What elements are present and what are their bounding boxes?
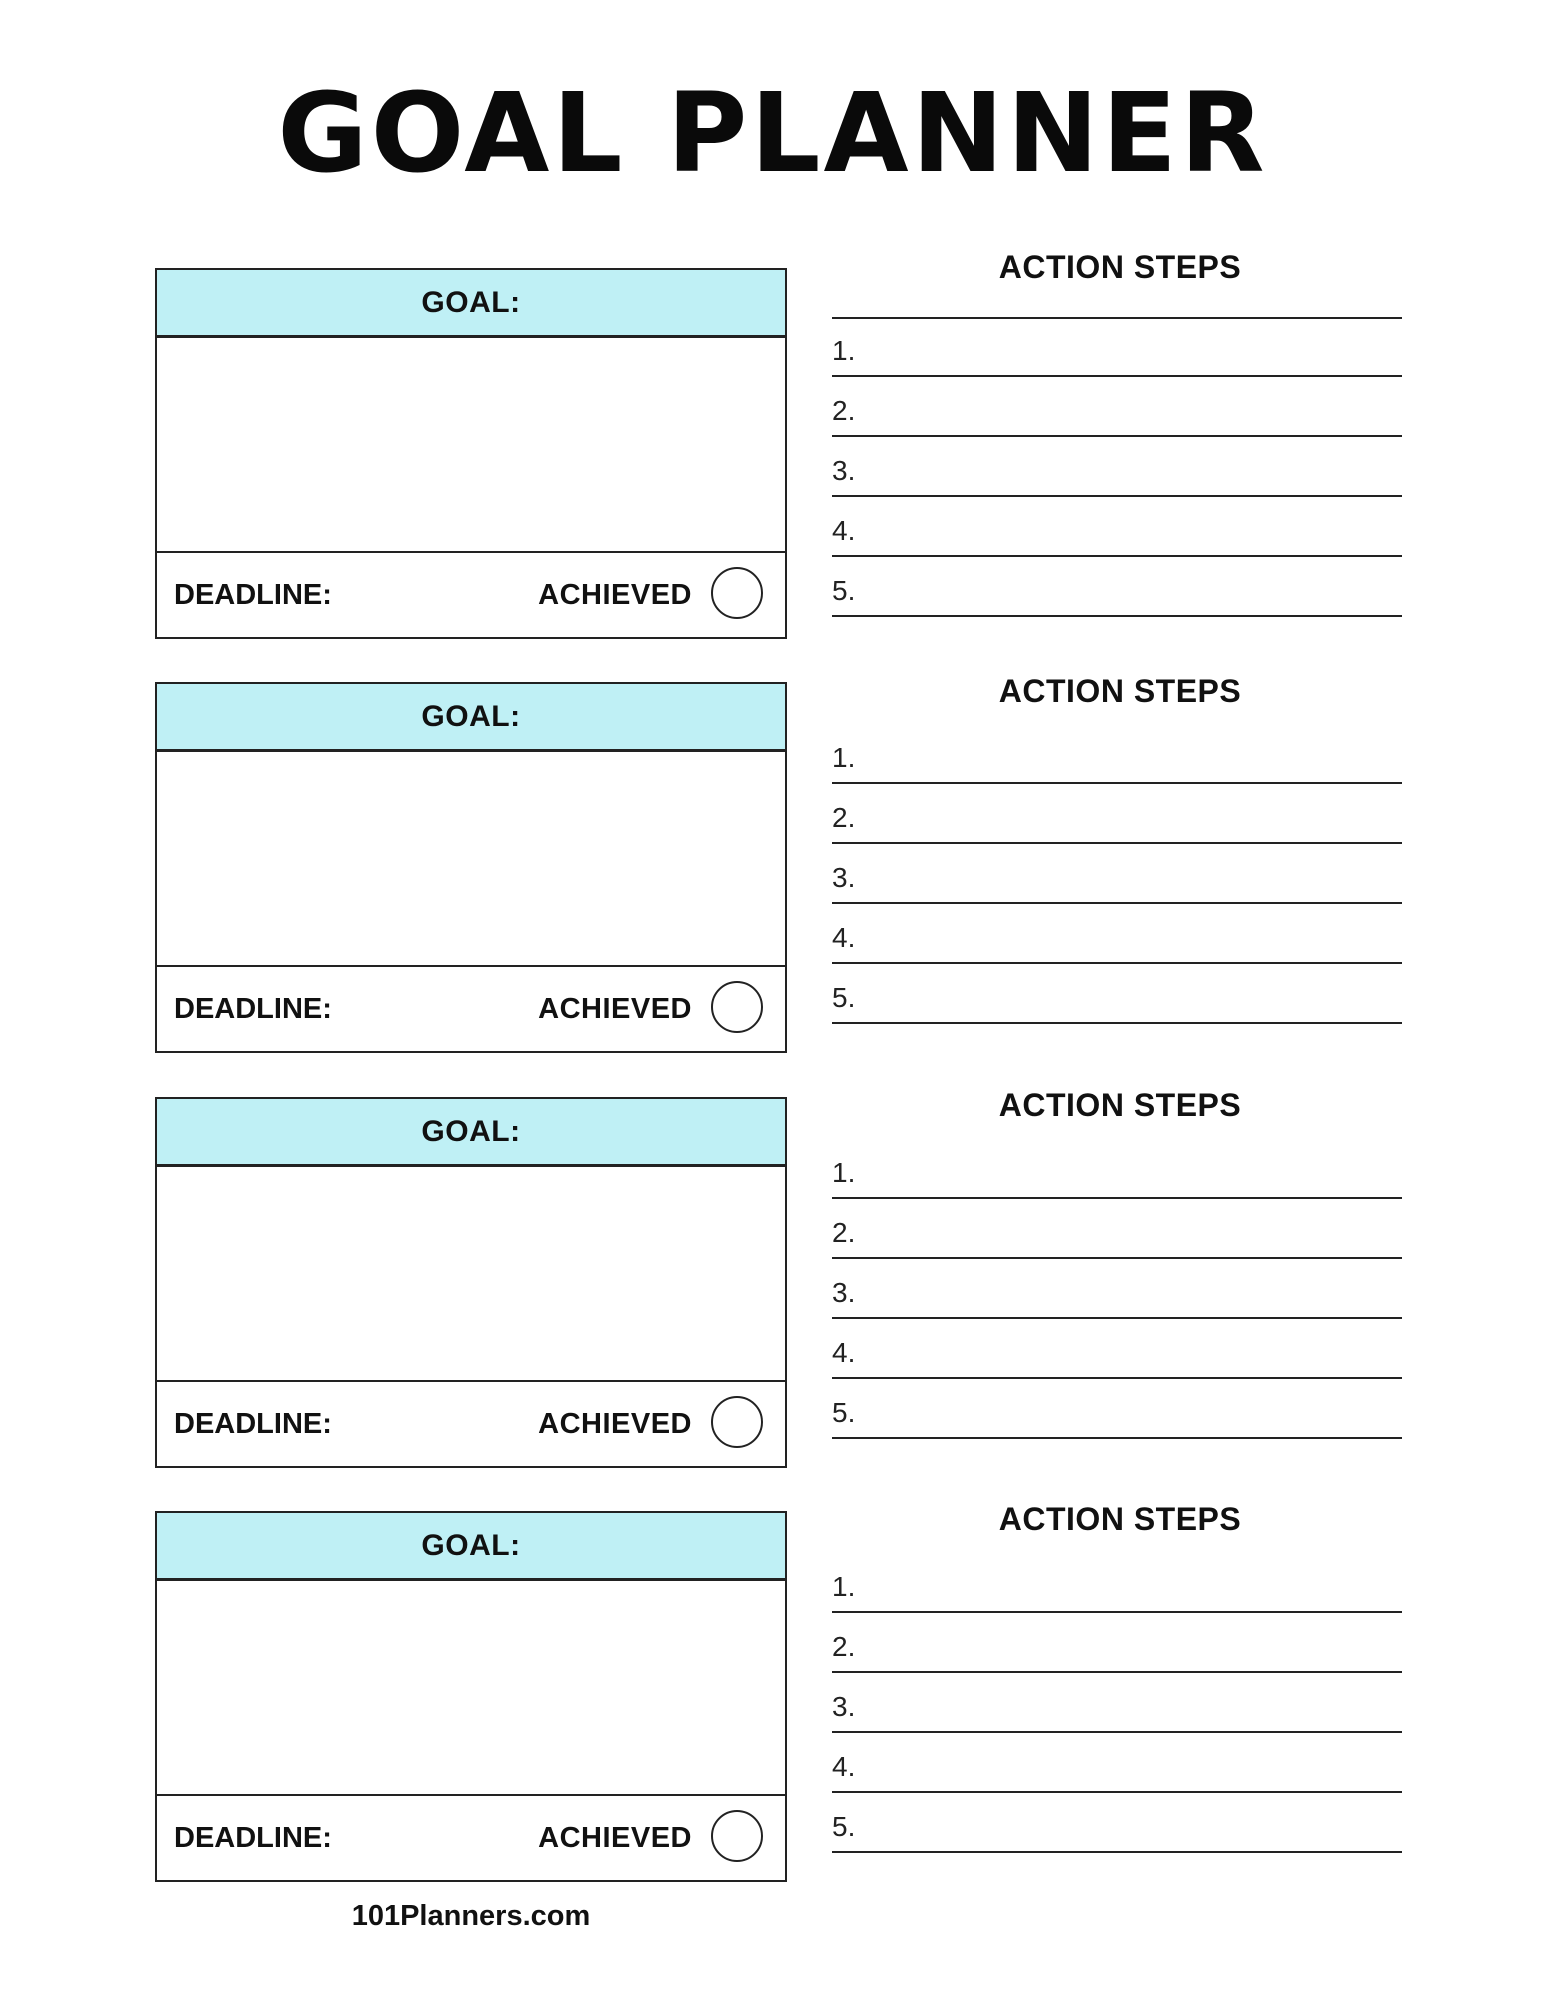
achieved-checkbox[interactable] bbox=[711, 981, 763, 1033]
action-step-input[interactable] bbox=[868, 331, 1402, 373]
step-number: 4. bbox=[832, 1337, 856, 1368]
action-step-row bbox=[832, 724, 1402, 784]
action-step-input[interactable] bbox=[868, 738, 1402, 780]
action-step-input[interactable] bbox=[868, 1273, 1402, 1315]
goal-card bbox=[155, 682, 787, 1053]
action-step-row bbox=[832, 377, 1402, 437]
action-step-input[interactable] bbox=[868, 1567, 1402, 1609]
action-step-row bbox=[832, 497, 1402, 557]
step-number: 3. bbox=[832, 1691, 856, 1722]
goal-card bbox=[155, 1511, 787, 1882]
action-step-input[interactable] bbox=[868, 1153, 1402, 1195]
step-number: 5. bbox=[832, 1811, 856, 1842]
step-number: 2. bbox=[832, 802, 856, 833]
action-step-input[interactable] bbox=[868, 978, 1402, 1020]
action-step-row bbox=[832, 1673, 1402, 1733]
action-step-row bbox=[832, 1199, 1402, 1259]
deadline-label: DEADLINE: bbox=[174, 993, 332, 1025]
goal-card bbox=[155, 1097, 787, 1468]
step-line bbox=[832, 1022, 1402, 1024]
action-step-row bbox=[832, 904, 1402, 964]
goal-text-area[interactable] bbox=[157, 342, 785, 550]
action-step-row bbox=[832, 1139, 1402, 1199]
deadline-label: DEADLINE: bbox=[174, 1822, 332, 1854]
goal-block-3 bbox=[0, 1087, 1545, 1477]
action-step-input[interactable] bbox=[868, 1687, 1402, 1729]
goal-header: GOAL: bbox=[157, 684, 785, 752]
action-step-input[interactable] bbox=[868, 1393, 1402, 1435]
step-number: 5. bbox=[832, 575, 856, 606]
action-step-row bbox=[832, 844, 1402, 904]
step-number: 1. bbox=[832, 1157, 856, 1188]
action-step-input[interactable] bbox=[868, 391, 1402, 433]
action-step-input[interactable] bbox=[868, 1807, 1402, 1849]
step-number: 4. bbox=[832, 1751, 856, 1782]
step-number: 5. bbox=[832, 1397, 856, 1428]
goal-block-2 bbox=[0, 673, 1545, 1062]
step-number: 3. bbox=[832, 455, 856, 486]
action-step-row bbox=[832, 1379, 1402, 1439]
achieved-label: ACHIEVED bbox=[538, 1408, 692, 1440]
goal-footer bbox=[157, 1794, 785, 1880]
footer-website: 101Planners.com bbox=[351, 1900, 591, 1932]
achieved-label: ACHIEVED bbox=[538, 1822, 692, 1854]
step-line bbox=[832, 1851, 1402, 1853]
step-number: 4. bbox=[832, 515, 856, 546]
goal-footer bbox=[157, 551, 785, 637]
action-step-row bbox=[832, 1733, 1402, 1793]
goal-footer bbox=[157, 1380, 785, 1466]
goal-block-4 bbox=[0, 1501, 1545, 1891]
goal-card bbox=[155, 268, 787, 639]
step-number: 1. bbox=[832, 1571, 856, 1602]
action-step-input[interactable] bbox=[868, 1333, 1402, 1375]
goal-text-area[interactable] bbox=[157, 1171, 785, 1379]
achieved-checkbox[interactable] bbox=[711, 567, 763, 619]
step-number: 1. bbox=[832, 335, 856, 366]
goal-header: GOAL: bbox=[157, 1099, 785, 1167]
action-steps-title: ACTION STEPS bbox=[998, 1087, 1242, 1123]
goal-text-area[interactable] bbox=[157, 1585, 785, 1793]
step-number: 4. bbox=[832, 922, 856, 953]
action-step-input[interactable] bbox=[868, 858, 1402, 900]
action-step-row bbox=[832, 437, 1402, 497]
action-steps-title: ACTION STEPS bbox=[998, 249, 1242, 285]
action-step-input[interactable] bbox=[868, 1213, 1402, 1255]
deadline-label: DEADLINE: bbox=[174, 579, 332, 611]
action-step-row bbox=[832, 557, 1402, 617]
achieved-label: ACHIEVED bbox=[538, 993, 692, 1025]
achieved-checkbox[interactable] bbox=[711, 1396, 763, 1448]
action-step-input[interactable] bbox=[868, 511, 1402, 553]
page-title: GOAL PLANNER bbox=[277, 69, 1268, 197]
step-number: 3. bbox=[832, 1277, 856, 1308]
goal-header: GOAL: bbox=[157, 1513, 785, 1581]
goal-footer bbox=[157, 965, 785, 1051]
action-step-row bbox=[832, 1259, 1402, 1319]
step-line bbox=[832, 615, 1402, 617]
action-steps-title: ACTION STEPS bbox=[998, 1501, 1242, 1537]
action-step-input[interactable] bbox=[868, 1747, 1402, 1789]
step-number: 2. bbox=[832, 1631, 856, 1662]
deadline-label: DEADLINE: bbox=[174, 1408, 332, 1440]
action-step-row bbox=[832, 1613, 1402, 1673]
step-line bbox=[832, 1437, 1402, 1439]
goal-text-area[interactable] bbox=[157, 756, 785, 964]
action-step-row bbox=[832, 1793, 1402, 1853]
action-step-row bbox=[832, 964, 1402, 1024]
step-number: 2. bbox=[832, 395, 856, 426]
step-number: 1. bbox=[832, 742, 856, 773]
step-number: 2. bbox=[832, 1217, 856, 1248]
achieved-label: ACHIEVED bbox=[538, 579, 692, 611]
action-step-input[interactable] bbox=[868, 918, 1402, 960]
achieved-checkbox[interactable] bbox=[711, 1810, 763, 1862]
action-step-row bbox=[832, 784, 1402, 844]
goal-header: GOAL: bbox=[157, 270, 785, 338]
action-step-input[interactable] bbox=[868, 451, 1402, 493]
goal-block-1 bbox=[0, 249, 1545, 648]
action-step-input[interactable] bbox=[868, 798, 1402, 840]
action-step-row bbox=[832, 317, 1402, 377]
action-step-row bbox=[832, 1319, 1402, 1379]
step-number: 5. bbox=[832, 982, 856, 1013]
action-steps-title: ACTION STEPS bbox=[998, 673, 1242, 709]
step-number: 3. bbox=[832, 862, 856, 893]
action-step-input[interactable] bbox=[868, 1627, 1402, 1669]
action-step-input[interactable] bbox=[868, 571, 1402, 613]
action-step-row bbox=[832, 1553, 1402, 1613]
